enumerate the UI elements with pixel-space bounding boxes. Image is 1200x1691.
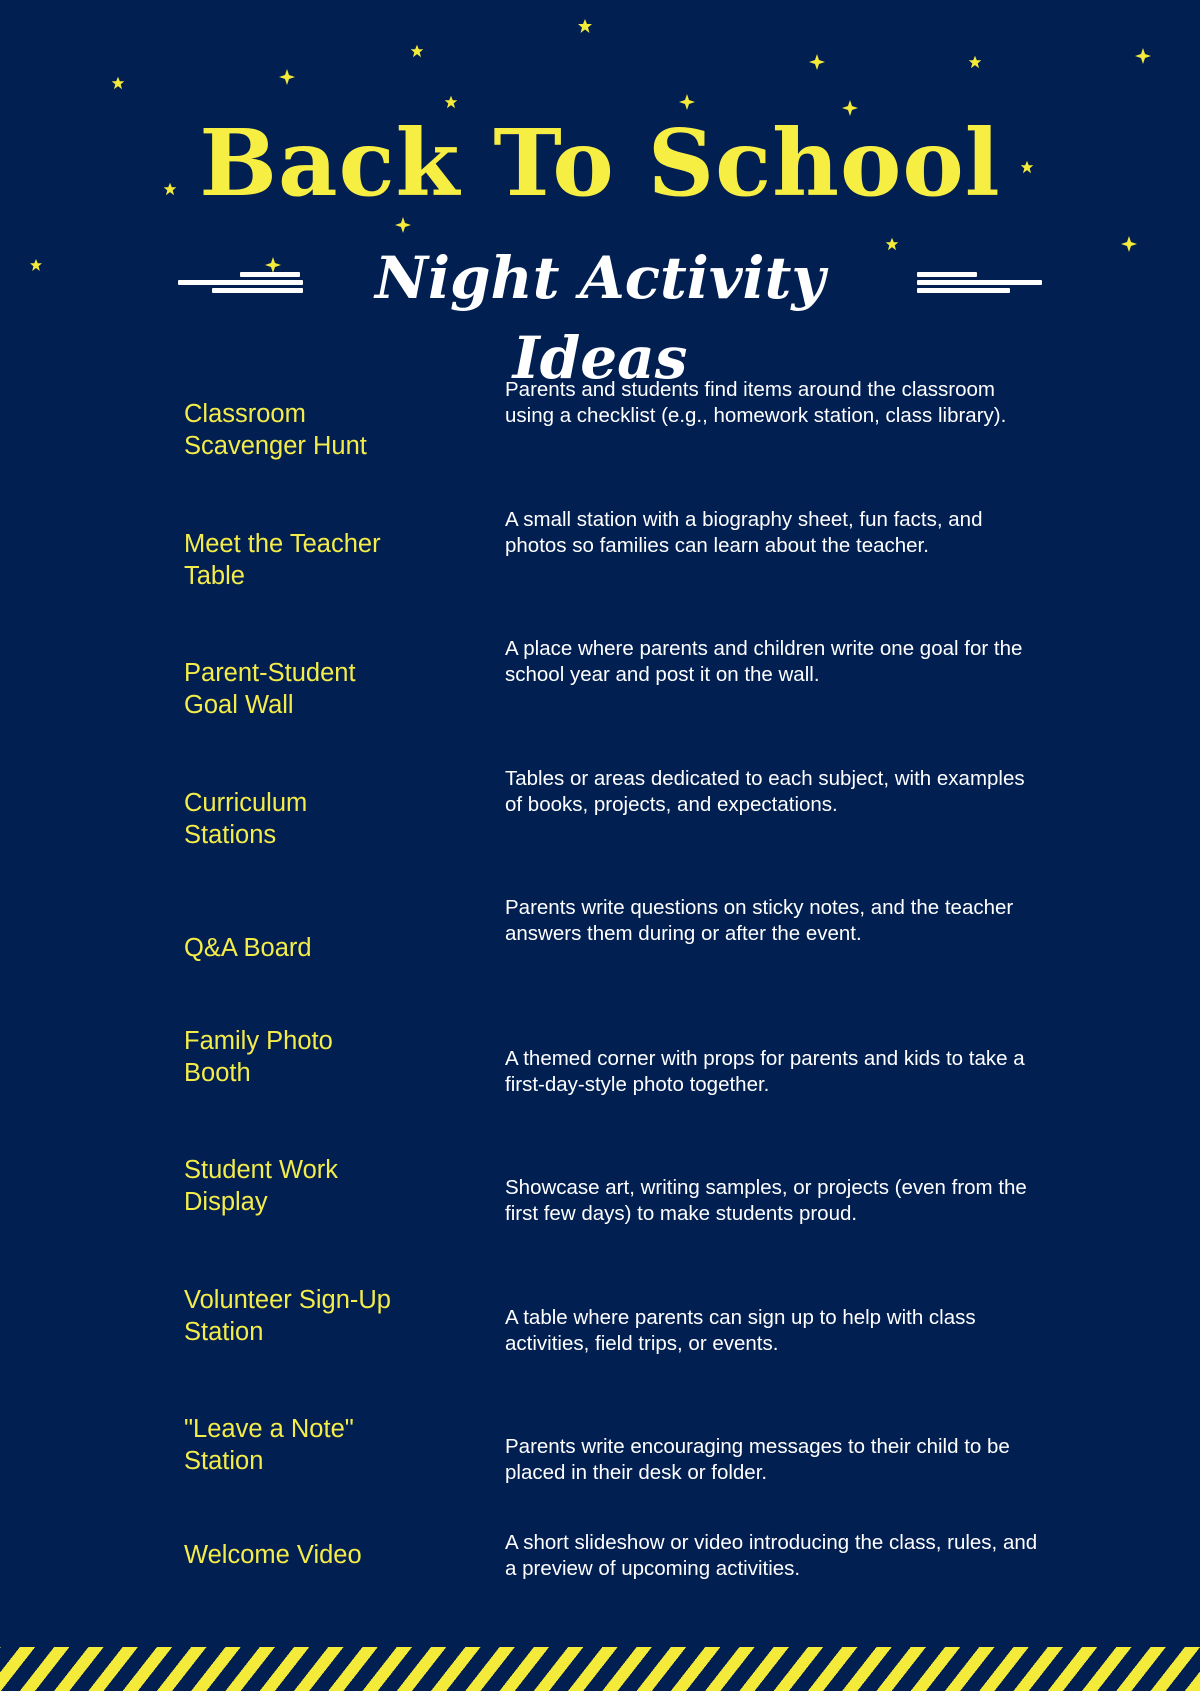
activity-description: Parents and students find items around the classroom using a checklist (e.g., homework station, class library). [505, 378, 1007, 427]
activity-name: Volunteer Sign-Up Station [184, 1285, 391, 1346]
activity-name: Meet the Teacher Table [184, 529, 381, 590]
star-icon [578, 19, 592, 33]
line-decoration-right [917, 272, 1047, 296]
activity-row [0, 896, 1200, 1026]
sparkle-icon [1135, 48, 1151, 64]
activity-description: A place where parents and children write one goal for the school year and post it on the wall. [505, 637, 1023, 686]
star-icon [411, 45, 424, 58]
activity-name: Parent-Student Goal Wall [184, 659, 356, 719]
activity-description: A themed corner with props for parents and kids to take a first-day-style photo together. [505, 1046, 1025, 1096]
activity-row [0, 1155, 1200, 1285]
activity-description: Showcase art, writing samples, or projects (even from the first few days) to make students proud. [505, 1176, 1027, 1225]
activity-name: Welcome Video [184, 1540, 362, 1569]
star-icon [112, 77, 125, 90]
activity-description: Parents write questions on sticky notes, and the teacher answers them during or after the event. [505, 896, 1014, 945]
page-title: Back To School [199, 109, 1001, 217]
activity-name: Classroom Scavenger Hunt [184, 400, 367, 460]
activity-name: Student Work Display [184, 1156, 339, 1216]
activity-description: A small station with a biography sheet, fun facts, and photos so families can learn about the teacher. [505, 507, 983, 557]
activity-name: Q&A Board [184, 934, 312, 962]
activity-row [0, 1414, 1200, 1544]
sparkle-icon [279, 69, 295, 85]
activity-list [0, 378, 1200, 1673]
activity-description: A short slideshow or video introducing the class, rules, and a preview of upcoming activities. [505, 1530, 1038, 1580]
activity-row [0, 637, 1200, 767]
activity-description: A table where parents can sign up to help with class activities, field trips, or events. [505, 1305, 976, 1355]
activity-name: "Leave a Note" Station [184, 1415, 354, 1475]
subtitle-row [0, 238, 1200, 392]
star-icon [969, 56, 982, 69]
line-decoration-left [178, 272, 308, 296]
activity-row [0, 378, 1200, 508]
sparkle-icon [395, 217, 411, 233]
activity-row [0, 1285, 1200, 1415]
activity-name: Curriculum Stations [184, 788, 308, 849]
star-icon [445, 96, 458, 109]
activity-name: Family Photo Booth [184, 1026, 333, 1087]
page-subtitle: Night Activity Ideas [374, 244, 826, 392]
activity-description: Parents write encouraging messages to their child to be placed in their desk or folder. [505, 1435, 1010, 1484]
activity-row [0, 508, 1200, 638]
activity-row [0, 767, 1200, 897]
activity-row [0, 1026, 1200, 1156]
sparkle-icon [809, 54, 825, 70]
activity-description: Tables or areas dedicated to each subject, with examples of books, projects, and expectations. [505, 766, 1025, 816]
caution-stripe-border [0, 1647, 1200, 1691]
